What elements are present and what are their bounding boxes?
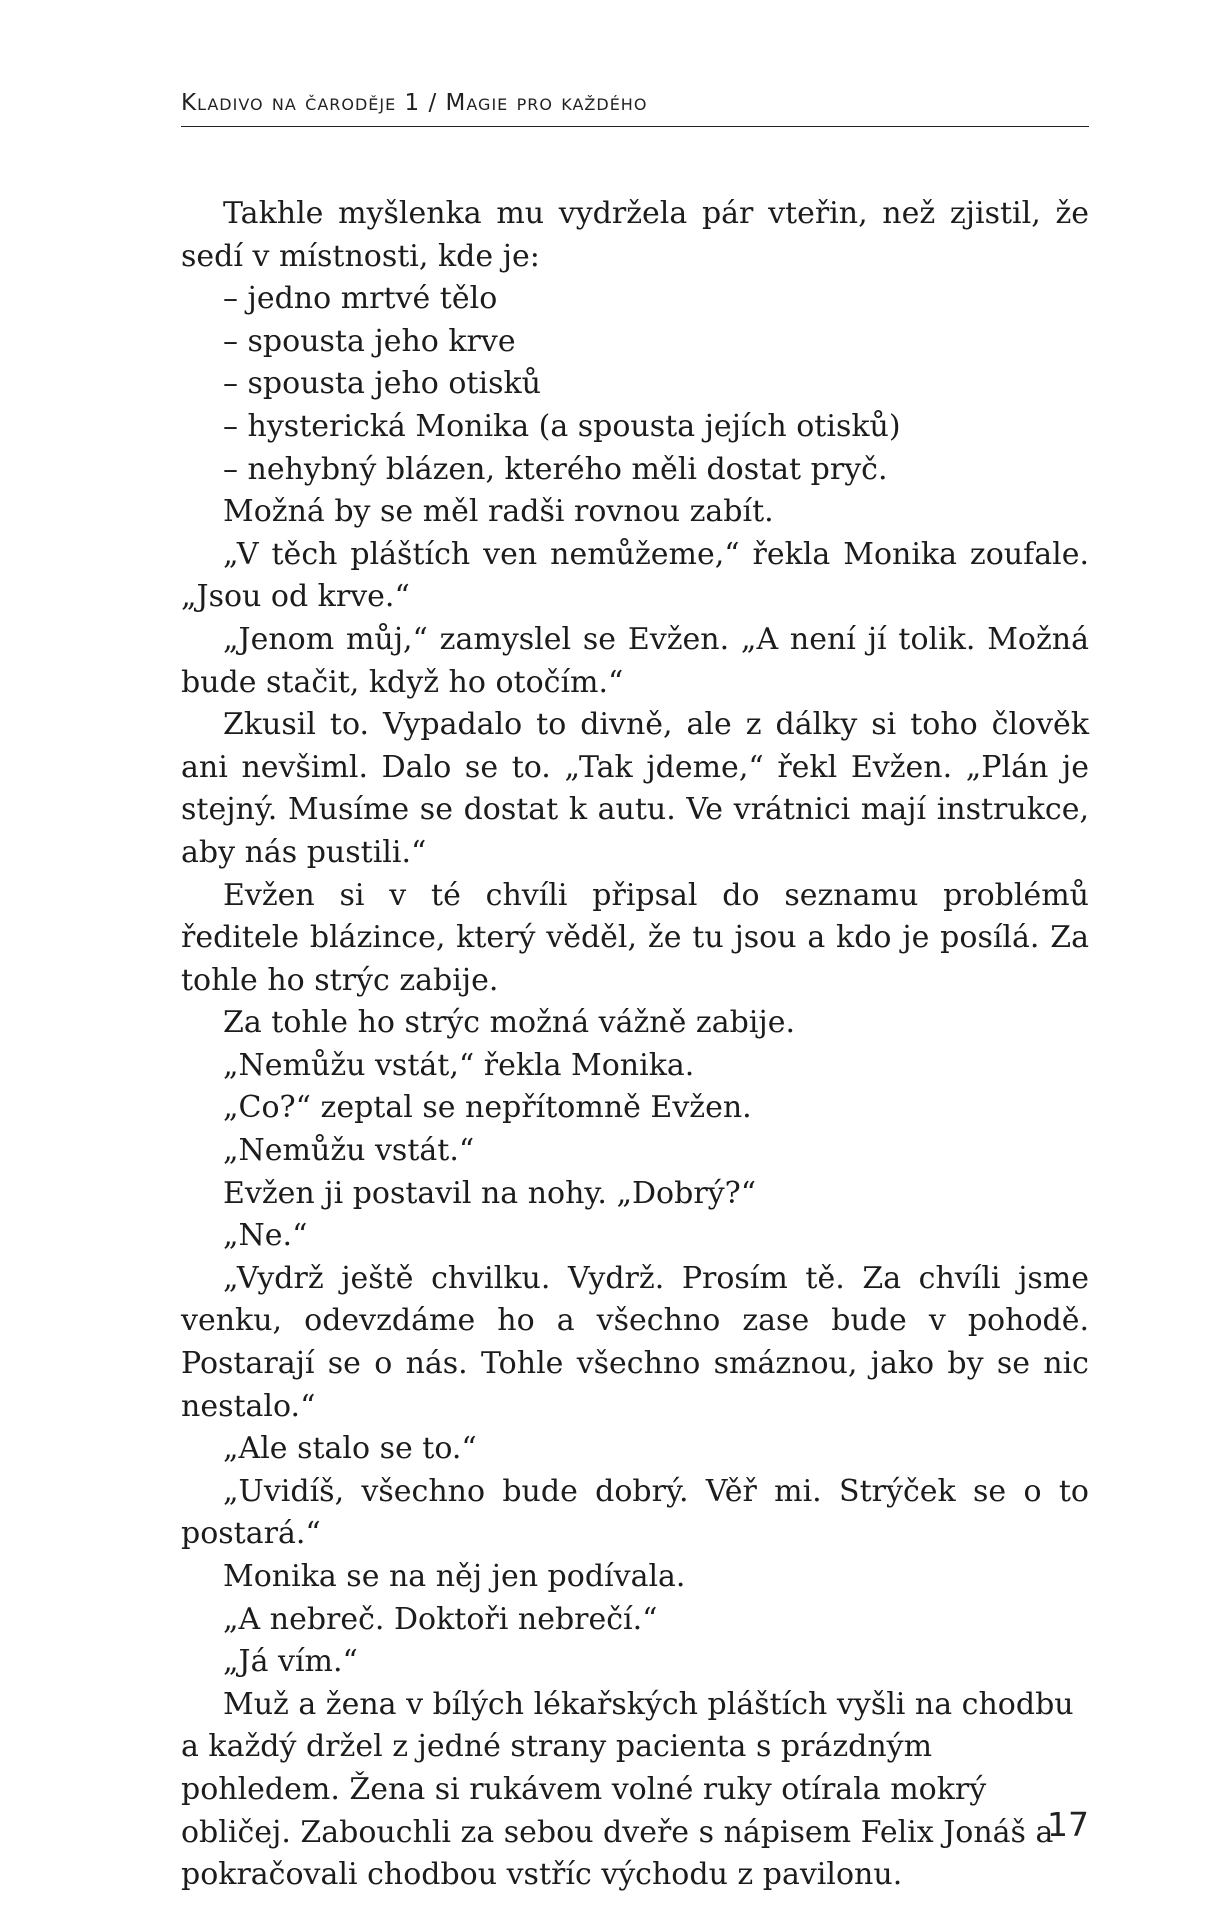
paragraph: „Ale stalo se to.“ [223,1431,477,1467]
running-head: Kladivo na čaroděje 1 / Magie pro každého [181,90,648,116]
list-item: – hysterická Monika (a spousta jejích otisků) [223,408,901,444]
paragraph: „Nemůžu vstát,“ řekla Monika. [223,1047,695,1083]
list-item: – spousta jeho otisků [223,366,541,402]
paragraph: „A nebreč. Doktoři nebrečí.“ [223,1601,658,1637]
list-item: – nehybný blázen, kterého měli dostat pryč. [223,451,888,487]
paragraph: Takhle myšlenka mu vydržela pár vteřin, než zjistil, že sedí v místnosti, kde je: [181,196,1089,274]
list-item: – jedno mrtvé tělo [223,281,498,317]
list-item: – spousta jeho krve [223,323,516,359]
page-number: 17 [1047,1805,1089,1844]
paragraph: „Uvidíš, všechno bude dobrý. Věř mi. Strýček se o to postará.“ [181,1473,1089,1552]
paragraph: Evžen si v té chvíli připsal do seznamu problémů ředitele blázince, který věděl, že tu jsou a kdo je posílá. Za tohle ho strýc zabije. [181,877,1089,998]
header-rule [181,126,1089,127]
paragraph: „Vydrž ještě chvilku. Vydrž. Prosím tě. Za chvíli jsme venku, odevzdáme ho a všechno zase bude v pohodě. Postarají se o nás. Tohle všechno smáznou, jako by se nic nestalo.“ [181,1260,1089,1424]
paragraph: Muž a žena v bílých lékařských pláštích vyšli na chodbu a každý držel z jedné strany pacienta s prázdným pohledem. Žena si rukávem volné ruky otírala mokrý obličej. Zabouchli za sebou dveře s nápisem Felix Jonáš a pokračovali chodbou vstříc východu z pavilonu. [181,1686,1074,1893]
paragraph: Monika se na něj jen podívala. [223,1559,686,1594]
paragraph: „Já vím.“ [223,1644,358,1680]
body-text [181,193,1089,1897]
paragraph: „Co?“ zeptal se nepřítomně Evžen. [223,1090,752,1126]
paragraph: „Ne.“ [223,1218,308,1254]
paragraph: Evžen ji postavil na nohy. „Dobrý?“ [223,1175,757,1211]
paragraph: Zkusil to. Vypadalo to divně, ale z dálky si toho člověk ani nevšiml. Dalo se to. „Tak jdeme,“ řekl Evžen. „Plán je stejný. Musíme se dostat k autu. Ve vrátnici mají instrukce, aby nás pustili.“ [181,707,1089,870]
paragraph: „Jenom můj,“ zamyslel se Evžen. „A není jí tolik. Možná bude stačit, když ho otočím.“ [181,621,1089,700]
paragraph: Možná by se měl radši rovnou zabít. [223,494,774,530]
paragraph: „V těch pláštích ven nemůžeme,“ řekla Monika zoufale. „Jsou od krve.“ [181,536,1089,615]
paragraph: Za tohle ho strýc možná vážně zabije. [223,1005,795,1041]
paragraph: „Nemůžu vstát.“ [223,1133,475,1169]
